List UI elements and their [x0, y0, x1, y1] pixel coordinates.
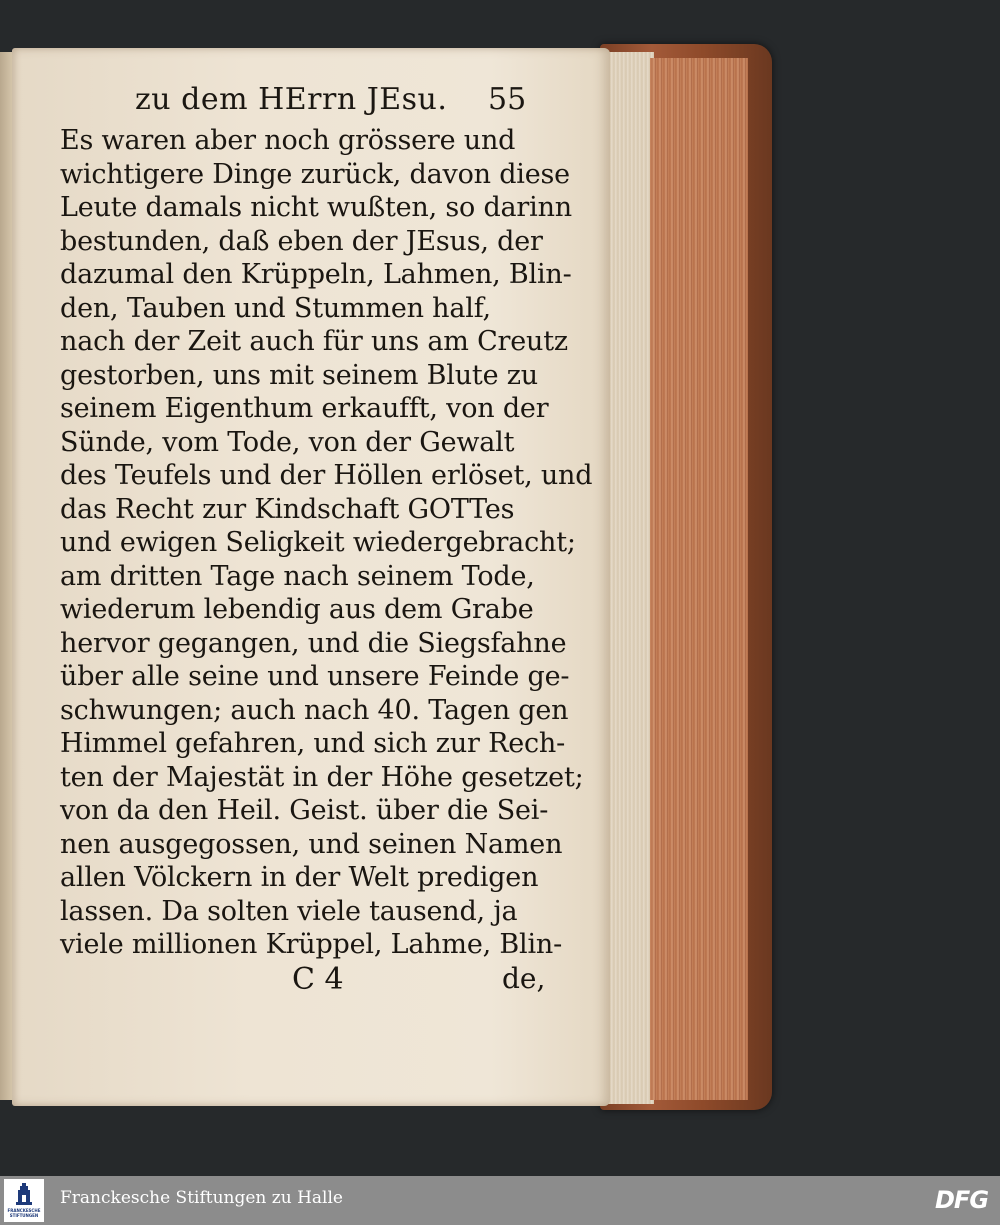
- text-line: das Recht zur Kindschaft GOTTes: [60, 493, 515, 525]
- text-line: Leute damals nicht wußten, so darinn: [60, 192, 572, 223]
- text-line: den, Tauben und Stummen half,: [60, 292, 491, 324]
- logo-text: FRANCKESCHE STIFTUNGEN: [7, 1208, 41, 1218]
- running-head: zu dem HErrn JEsu.: [135, 82, 448, 117]
- text-line: nen ausgegossen, und seinen Namen: [60, 828, 563, 860]
- text-line: Himmel gefahren, und sich zur Rech-: [60, 728, 566, 759]
- text-line: schwungen; auch nach 40. Tagen gen: [60, 694, 569, 726]
- text-line: über alle seine und unsere Feinde ge-: [60, 661, 570, 692]
- page-number: 55: [488, 82, 527, 117]
- text-line: gestorben, uns mit seinem Blute zu: [60, 359, 538, 391]
- text-line: nach der Zeit auch für uns am Creutz: [60, 326, 568, 357]
- text-line: bestunden, daß eben der JEsus, der: [60, 225, 543, 257]
- text-line: und ewigen Seligkeit wiedergebracht;: [60, 527, 576, 558]
- text-line: viele millionen Krüppel, Lahme, Blin-: [60, 929, 563, 960]
- text-line: des Teufels und der Höllen erlöset, und: [60, 460, 593, 491]
- text-line: hervor gegangen, und die Siegsfahne: [60, 627, 567, 659]
- text-line: von da den Heil. Geist. über die Sei-: [60, 795, 549, 826]
- signature-mark: C 4: [292, 962, 344, 997]
- footer-title[interactable]: Franckesche Stiftungen zu Halle: [60, 1188, 343, 1208]
- text-line: am dritten Tage nach seinem Tode,: [60, 560, 535, 592]
- text-line: lassen. Da solten viele tausend, ja: [60, 895, 518, 927]
- page-body: [60, 124, 593, 962]
- text-line: ten der Majestät in der Höhe gesetzet;: [60, 761, 584, 793]
- text-line: Es waren aber noch grössere und: [60, 125, 516, 156]
- tower-icon: [16, 1183, 32, 1205]
- text-line: wiederum lebendig aus dem Grabe: [60, 594, 534, 625]
- viewer-footer: [0, 1176, 1000, 1225]
- institution-logo[interactable]: [4, 1179, 44, 1222]
- page-stack: [604, 52, 654, 1104]
- text-line: Sünde, vom Tode, von der Gewalt: [60, 426, 515, 458]
- text-line: allen Völckern in der Welt predigen: [60, 862, 539, 893]
- text-line: wichtigere Dinge zurück, davon diese: [60, 158, 570, 190]
- text-line: dazumal den Krüppeln, Lahmen, Blin-: [60, 259, 572, 290]
- catchword: de,: [502, 962, 546, 995]
- page-edges: [650, 58, 748, 1100]
- text-line: seinem Eigenthum erkaufft, von der: [60, 393, 549, 424]
- dfg-logo[interactable]: DFG: [935, 1186, 989, 1214]
